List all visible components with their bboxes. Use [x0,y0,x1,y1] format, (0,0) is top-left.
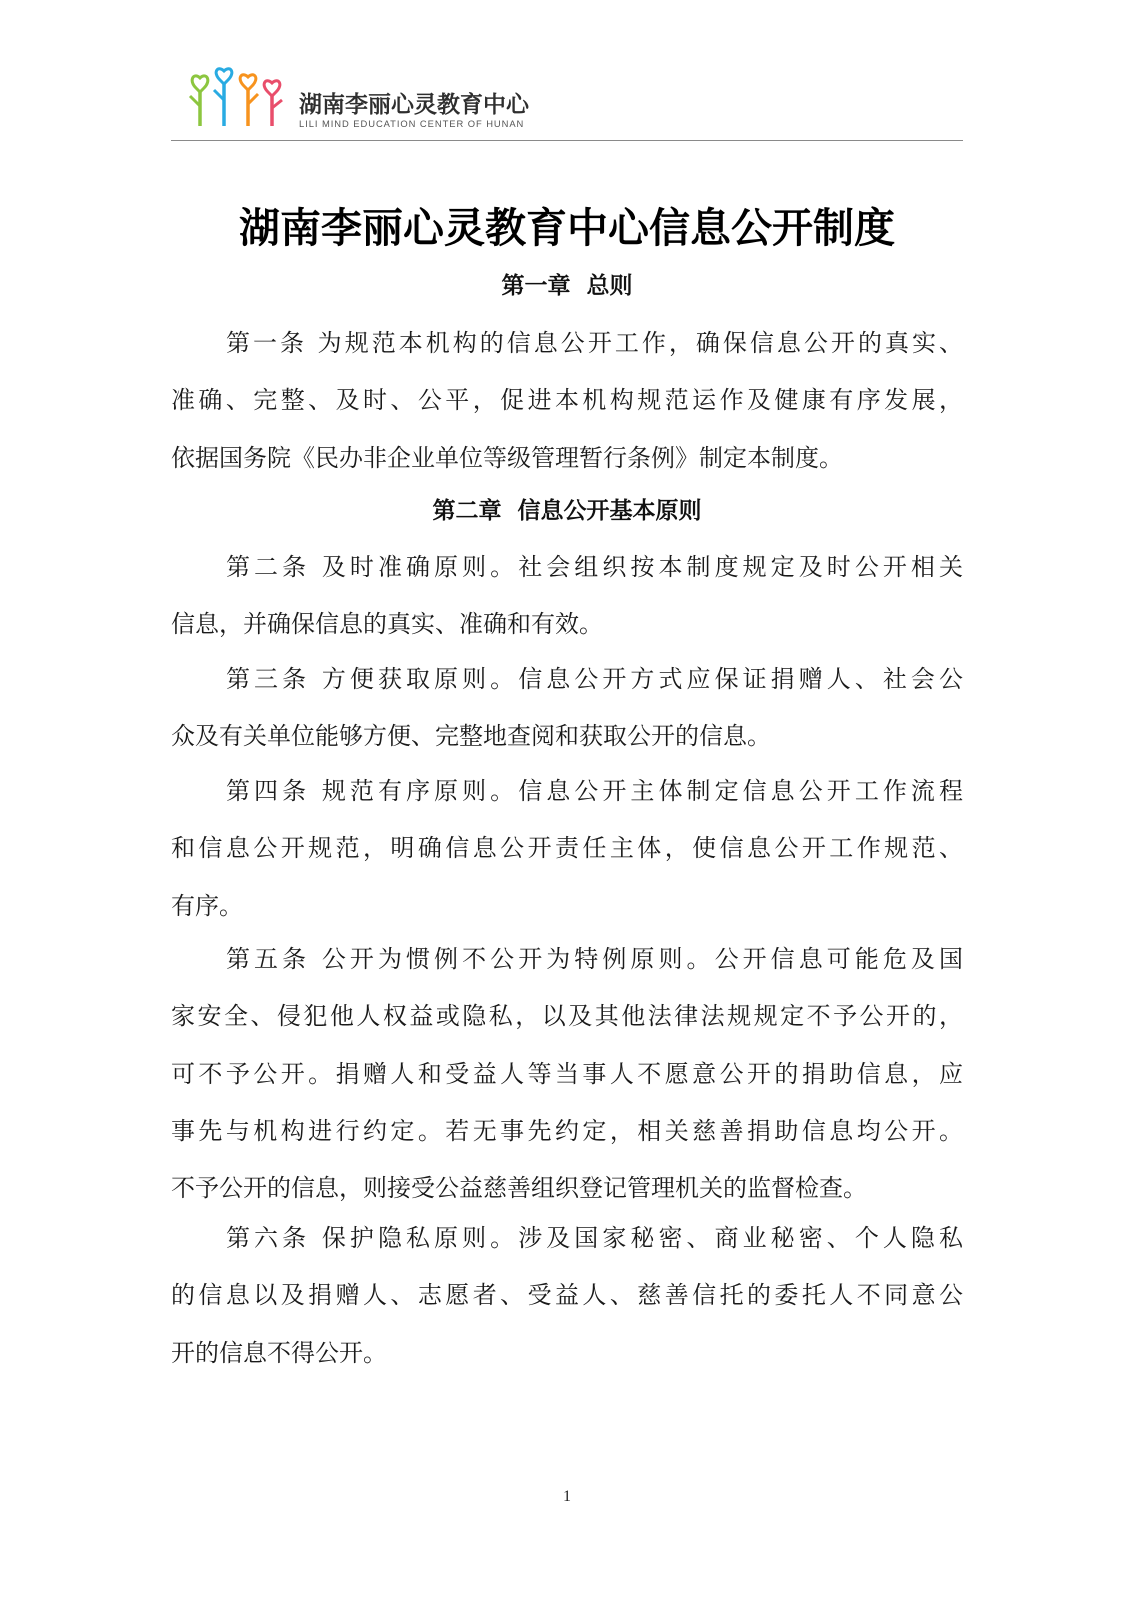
document-title: 湖南李丽心灵教育中心信息公开制度 [239,204,895,252]
article-line: 事先与机构进行约定。若无事先约定，相关慈善捐助信息均公开。 [171,1116,963,1145]
article-line: 依据国务院《民办非企业单位等级管理暂行条例》制定本制度。 [171,443,843,472]
chapter-heading-1: 第一章 总则 [501,273,633,299]
article-line: 的信息以及捐赠人、志愿者、受益人、慈善信托的委托人不同意公 [171,1281,963,1310]
article-line: 第六条 保护隐私原则。涉及国家秘密、商业秘密、个人隐私 [226,1224,963,1252]
article-line: 第三条 方便获取原则。信息公开方式应保证捐赠人、社会公 [226,665,963,693]
page-header [171,66,963,142]
article-6 [171,1210,963,1382]
article-4 [171,763,963,935]
page-number: 1 [563,1488,571,1505]
article-line: 第四条 规范有序原则。信息公开主体制定信息公开工作流程 [226,777,963,805]
article-line: 不予公开的信息，则接受公益慈善组织登记管理机关的监督检查。 [171,1174,867,1203]
article-2 [171,539,963,654]
article-line: 可不予公开。捐赠人和受益人等当事人不愿意公开的捐助信息，应 [171,1059,963,1088]
chapter-heading-2: 第二章 信息公开基本原则 [432,498,702,524]
article-line: 第二条 及时准确原则。社会组织按本制度规定及时公开相关 [226,553,963,581]
article-line: 开的信息不得公开。 [171,1338,387,1367]
logo-icon [184,66,292,128]
article-line: 和信息公开规范，明确信息公开责任主体，使信息公开工作规范、 [171,834,963,863]
article-line: 信息，并确保信息的真实、准确和有效。 [171,610,603,639]
article-line: 家安全、侵犯他人权益或隐私，以及其他法律法规规定不予公开的， [171,1002,963,1031]
org-name-cn: 湖南李丽心灵教育中心 [299,92,529,118]
header-divider [171,140,963,141]
article-line: 众及有关单位能够方便、完整地查阅和获取公开的信息。 [171,722,771,751]
article-line: 第五条 公开为惯例不公开为特例原则。公开信息可能危及国 [226,945,963,973]
article-line: 准确、完整、及时、公平，促进本机构规范运作及健康有序发展， [171,386,963,415]
article-line: 有序。 [171,891,243,920]
article-5 [171,931,963,1217]
article-3 [171,651,963,766]
org-name-en: LILI MIND EDUCATION CENTER OF HUNAN [299,118,525,129]
logo-text [299,92,529,129]
article-1 [171,315,963,487]
article-line: 第一条 为规范本机构的信息公开工作，确保信息公开的真实、 [226,329,963,357]
